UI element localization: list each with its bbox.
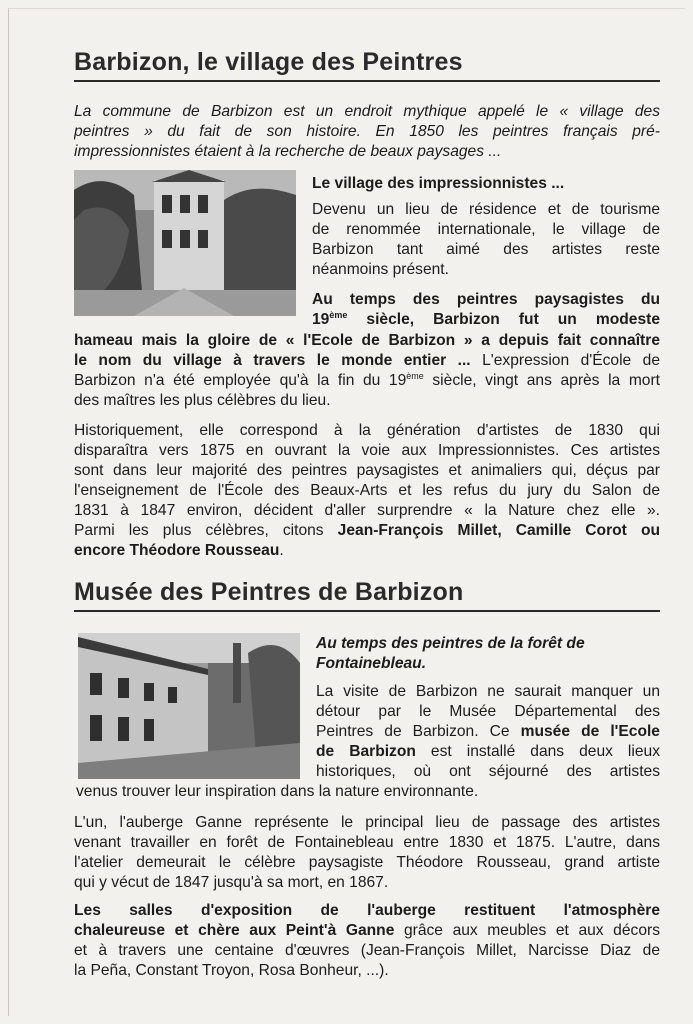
- intro-line: impressionnistes étaient à la recherche de beaux paysages ...: [74, 143, 502, 160]
- painter-names: encore Théodore Rousseau: [74, 542, 280, 559]
- village-street-photo: [74, 170, 296, 316]
- text-line: La visite de Barbizon ne saurait manquer un: [316, 683, 660, 700]
- text-line: néanmoins présent.: [312, 261, 449, 278]
- intro-line: peintres » du fait de son histoire. En 1850 les peintres français pré-: [74, 123, 660, 140]
- text-segment: grâce aux meubles et aux décors: [394, 922, 660, 939]
- museum-street-photo: [78, 633, 300, 779]
- text-line: Devenu un lieu de résidence et de tourisme: [312, 201, 660, 218]
- text-line: l'atelier demeurait le célèbre paysagiste Théodore Rousseau, grand artiste: [74, 854, 660, 871]
- text-segment: siècle, Barbizon fut un modeste: [347, 311, 660, 328]
- text-line: historiques, où ont séjourné des artistes: [316, 763, 660, 780]
- text-segment: Barbizon n'a été employée qu'à la fin du 19: [74, 372, 407, 389]
- text-line: venus trouver leur inspiration dans la nature environnante.: [76, 783, 479, 800]
- superscript: ème: [406, 371, 424, 381]
- village-street-image: [74, 170, 296, 316]
- text-bold: le nom du village à travers le monde entier ...: [74, 352, 471, 369]
- text-line: Historiquement, elle correspond à la génération d'artistes de 1830 qui: [74, 422, 660, 439]
- text-line: [316, 722, 660, 742]
- text-line: [312, 310, 660, 330]
- text-line: Au temps des peintres paysagistes du: [312, 291, 660, 308]
- museum-street-image: [78, 633, 300, 779]
- text-segment: L'expression d'École de: [470, 352, 660, 369]
- subheading-foret: Au temps des peintres de la forêt de: [316, 635, 585, 652]
- text-bold: chaleureuse et chère aux Peint'à Ganne: [74, 922, 395, 939]
- text-line: [74, 521, 660, 541]
- text-line: et à travers une centaine d'œuvres (Jean-François Millet, Narcisse Diaz de: [74, 942, 660, 959]
- text-line: la Peña, Constant Troyon, Rosa Bonheur, ...).: [74, 962, 389, 979]
- text-19: 19: [312, 311, 330, 328]
- text-bold: de Barbizon: [316, 743, 416, 760]
- painter-names: Jean-François Millet, Camille Corot ou: [337, 522, 660, 539]
- text-line: disparaîtra vers 1875 en ouvrant la voie aux Impressionnistes. Ces artistes: [74, 442, 660, 459]
- intro-line: La commune de Barbizon est un endroit mythique appelé le « village des: [74, 103, 660, 120]
- text-line: venant travailler en forêt de Fontainebleau entre 1830 et 1875. L'autre, dans: [74, 834, 660, 851]
- superscript: ème: [329, 310, 348, 320]
- text-line: 1831 à 1847 environ, décident d'aller surprendre « la Nature chez elle ».: [74, 502, 660, 519]
- text-line: de renommée internationale, le village de: [312, 221, 660, 238]
- text-bold: musée de l'Ecole: [520, 723, 660, 740]
- text-line: sont dans leur majorité des peintres paysagistes et animaliers qui, déçus par: [74, 462, 660, 479]
- text-segment: siècle, vingt ans après la mort: [423, 372, 660, 389]
- text-line: Barbizon tant aimé des artistes reste: [312, 241, 660, 258]
- text-segment: est installé dans deux lieux: [415, 743, 660, 760]
- subheading-impressionnistes: Le village des impressionnistes ...: [312, 175, 565, 192]
- text-segment: Parmi les plus célèbres, citons: [74, 522, 338, 539]
- text-line: L'un, l'auberge Ganne représente le principal lieu de passage des artistes: [74, 814, 660, 831]
- text-segment: .: [279, 542, 284, 559]
- text-line: [316, 742, 660, 762]
- text-line: [74, 921, 660, 941]
- text-line: hameau mais la gloire de « l'Ecole de Barbizon » a depuis fait connaître: [74, 332, 660, 349]
- text-segment: Peintres de Barbizon. Ce: [316, 723, 521, 740]
- text-line: détour par le Musée Départemental des: [316, 703, 660, 720]
- text-line: [74, 371, 660, 391]
- text-line: [74, 541, 660, 561]
- section-title-musee: Musée des Peintres de Barbizon: [74, 576, 660, 612]
- text-line: [74, 351, 660, 371]
- section-title-barbizon: Barbizon, le village des Peintres: [74, 46, 660, 82]
- text-line: qui y vécut de 1847 jusqu'à sa mort, en 1867.: [74, 874, 389, 891]
- text-line: Les salles d'exposition de l'auberge restituent l'atmosphère: [74, 902, 660, 919]
- text-line: des maîtres les plus célèbres du lieu.: [74, 392, 331, 409]
- text-line: l'enseignement de l'École des Beaux-Arts et les refus du jury du Salon de: [74, 482, 660, 499]
- subheading-foret: Fontainebleau.: [316, 655, 427, 672]
